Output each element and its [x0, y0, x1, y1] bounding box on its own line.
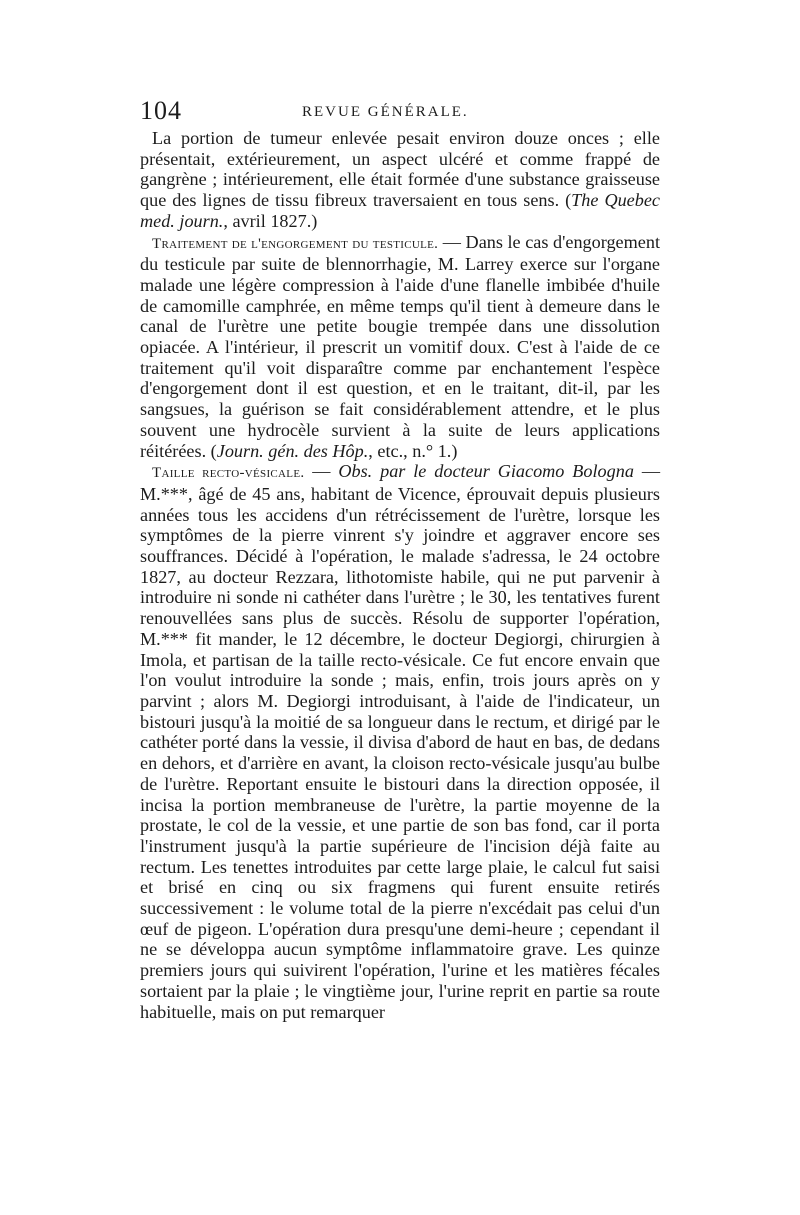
running-head: REVUE GÉNÉRALE. — [302, 104, 469, 120]
document-page — [140, 94, 660, 1022]
paragraph-text: — M.***, âgé de 45 ans, habitant de Vicence, éprouvait depuis plusieurs années tous les accidens d'un rétrécissement de l'urètre, lorsque les symptômes de la pierre vinrent s'y joindre et aggraver encore ses souffrances. Décidé à l'opération, le malade s'adressa, le 24 octobre 1827, au docteur Rezzara, lithotomiste habile, qui ne put parvenir à introduire ni sonde ni cathéter dans l'urètre ; le 30, les tentatives furent renouvellées sans plus de succès. Résolu de supporter l'opération, M.*** fit mander, le 12 décembre, le docteur Degiorgi, chirurgien à Imola, et partisan de la taille recto-vésicale. Ce fut encore envain que l'on voulut introduire la sonde ; mais, enfin, trois jours après on y parvint ; alors M. Degiorgi introduisant, à l'aide de l'indicateur, un bistouri jusqu'à la moitié de sa longueur dans le rectum, et dirigé par le cathéter porté dans la vessie, il divisa d'abord de haut en bas, de dedans en dehors, et d'arrière en avant, la cloison recto-vésicale jusqu'au bulbe de l'urètre. Reportant ensuite le bistouri dans la direction opposée, il incisa la portion membraneuse de l'urètre, la partie moyenne de la prostate, le col de la vessie, et une partie de son bas fond, car il porta l'instrument jusqu'à la partie supérieure de l'incision déjà faite au rectum. Les tenettes introduites par cette large plaie, le calcul fut saisi et brisé en cinq ou six fragmens qui furent ensuite retirés successivement : le volume total de la pierre n'excédait pas celui d'un œuf de pigeon. L'opération dura presqu'une demi-heure ; cependant il ne se développa aucun symptôme inflammatoire grave. Les quinze premiers jours qui suivirent l'opération, l'urine et les matières fécales sortaient par la plaie ; le vingtième jour, l'urine reprit en partie sa route habituelle, mais on put remarquer — [140, 461, 660, 1022]
page-header — [140, 94, 660, 128]
paragraph-traitement — [140, 232, 660, 462]
section-heading: Traitement de l'engorgement du testicule. — [152, 235, 439, 252]
paragraph-text: , etc., n.° 1.) — [368, 440, 458, 461]
citation: The Quebec med. journ. — [140, 190, 660, 231]
paragraph-text: — Dans le cas d'engorgement du testicule par suite de blennorrhagie, M. Larrey exerce sur l'organe malade une légère compression à l'aide d'une flanelle imbibée d'huile de camomille camphrée, en même temps qu'il tient à demeure dans le canal de l'urètre une petite bougie trempée dans une dissolution opiacée. A l'intérieur, il prescrit un vomitif doux. C'est à l'aide de ce traitement qu'il voit disparaître comme par enchantement l'espèce d'engorgement dont il est question, et en le traitant, dit-il, par les sangsues, la guérison se fait considérablement attendre, et le plus souvent une hydrocèle survient à la suite de leurs applications réitérées. ( — [140, 231, 660, 461]
paragraph-text: — — [304, 461, 339, 482]
citation: Journ. gén. des Hôp. — [216, 440, 369, 461]
citation: Obs. par le docteur Giacomo Bologna — [338, 461, 634, 482]
paragraph-taille — [140, 461, 660, 1022]
section-heading: Taille recto-vésicale. — [152, 465, 305, 482]
paragraph-tumeur — [140, 128, 660, 232]
body-text — [140, 128, 660, 1022]
paragraph-text: La portion de tumeur enlevée pesait environ douze onces ; elle présentait, extérieurement, un aspect ulcéré et comme frappé de gangrène ; intérieurement, elle était formée d'une substance graisseuse que des lignes de tissu fibreux traversaient en tous sens. ( — [140, 128, 660, 211]
page-number: 104 — [140, 96, 182, 125]
paragraph-text: , avril 1827.) — [223, 210, 318, 231]
